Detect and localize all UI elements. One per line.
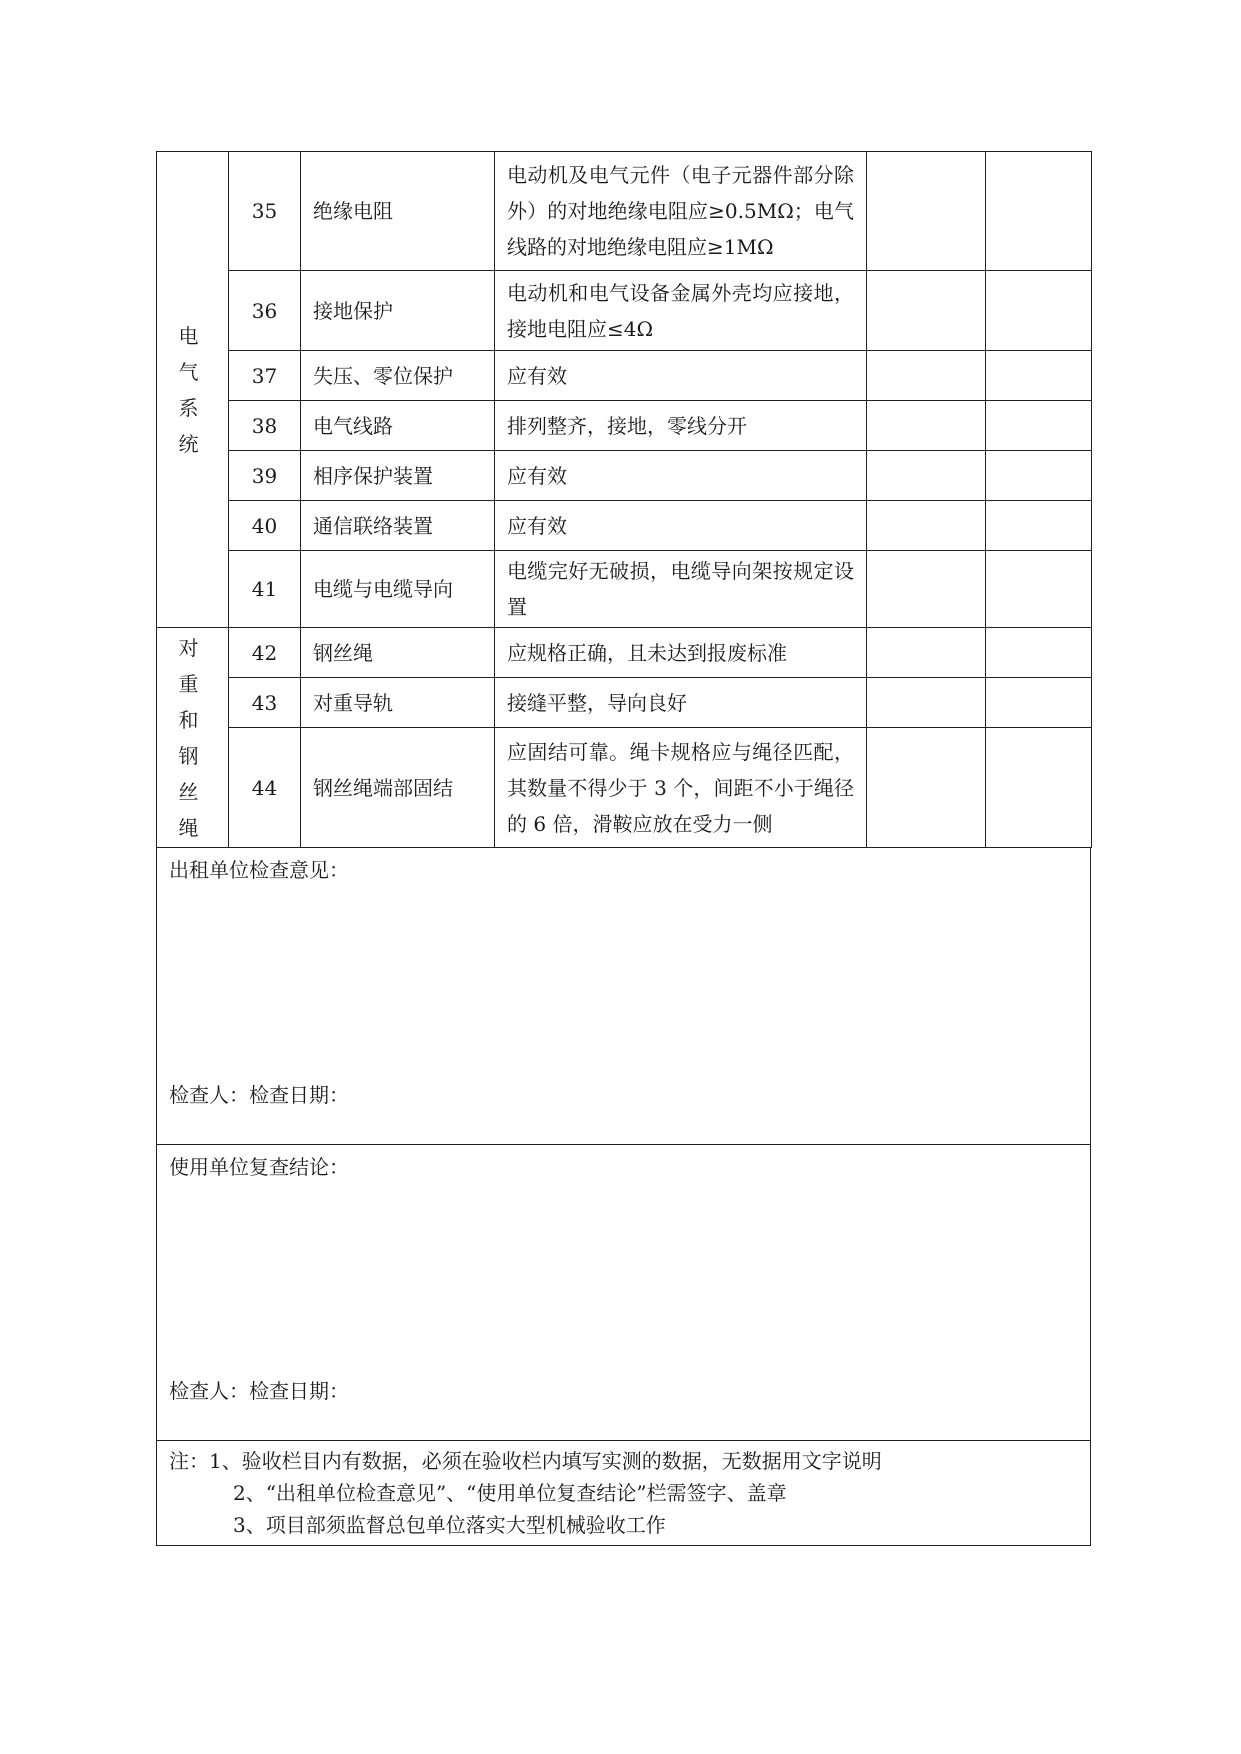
table-row bbox=[157, 152, 1092, 271]
requirement: 电缆完好无破损，电缆导向架按规定设置 bbox=[495, 551, 867, 628]
row-number: 39 bbox=[229, 451, 301, 501]
item-name: 失压、零位保护 bbox=[301, 351, 495, 401]
category-cell: 电气系统 bbox=[157, 152, 229, 628]
remark-cell[interactable] bbox=[986, 271, 1092, 351]
remark-cell[interactable] bbox=[986, 152, 1092, 271]
item-name: 钢丝绳 bbox=[301, 628, 495, 678]
result-cell[interactable] bbox=[867, 152, 986, 271]
row-number: 37 bbox=[229, 351, 301, 401]
row-number: 38 bbox=[229, 401, 301, 451]
result-cell[interactable] bbox=[867, 451, 986, 501]
user-signature-line: 检查人：检查日期： bbox=[169, 1379, 349, 1403]
requirement: 应有效 bbox=[495, 351, 867, 401]
table-row bbox=[157, 401, 1092, 451]
result-cell[interactable] bbox=[867, 551, 986, 628]
category-cell: 对重和钢丝绳 bbox=[157, 628, 229, 848]
result-cell[interactable] bbox=[867, 678, 986, 728]
item-name: 绝缘电阻 bbox=[301, 152, 495, 271]
item-name: 电气线路 bbox=[301, 401, 495, 451]
item-name: 钢丝绳端部固结 bbox=[301, 728, 495, 848]
table-row bbox=[157, 551, 1092, 628]
note-line: 2、“出租单位检查意见”、“使用单位复查结论”栏需签字、盖章 bbox=[233, 1481, 787, 1505]
remark-cell[interactable] bbox=[986, 678, 1092, 728]
result-cell[interactable] bbox=[867, 628, 986, 678]
item-name: 接地保护 bbox=[301, 271, 495, 351]
remark-cell[interactable] bbox=[986, 628, 1092, 678]
remark-cell[interactable] bbox=[986, 451, 1092, 501]
note-line: 3、项目部须监督总包单位落实大型机械验收工作 bbox=[233, 1513, 666, 1537]
result-cell[interactable] bbox=[867, 271, 986, 351]
remark-cell[interactable] bbox=[986, 351, 1092, 401]
user-conclusion-section[interactable] bbox=[156, 1145, 1091, 1441]
row-number: 36 bbox=[229, 271, 301, 351]
result-cell[interactable] bbox=[867, 728, 986, 848]
result-cell[interactable] bbox=[867, 351, 986, 401]
requirement: 应固结可靠。绳卡规格应与绳径匹配，其数量不得少于 3 个，间距不小于绳径的 6 倍，滑鞍应放在受力一侧 bbox=[495, 728, 867, 848]
row-number: 43 bbox=[229, 678, 301, 728]
lessor-opinion-section[interactable] bbox=[156, 848, 1091, 1145]
notes-section bbox=[156, 1441, 1091, 1546]
requirement: 应有效 bbox=[495, 501, 867, 551]
remark-cell[interactable] bbox=[986, 728, 1092, 848]
table-row bbox=[157, 271, 1092, 351]
row-number: 35 bbox=[229, 152, 301, 271]
remark-cell[interactable] bbox=[986, 401, 1092, 451]
lessor-opinion-label: 出租单位检查意见： bbox=[169, 858, 349, 882]
requirement: 电动机和电气设备金属外壳均应接地，接地电阻应≤4Ω bbox=[495, 271, 867, 351]
item-name: 对重导轨 bbox=[301, 678, 495, 728]
requirement: 接缝平整，导向良好 bbox=[495, 678, 867, 728]
row-number: 41 bbox=[229, 551, 301, 628]
requirement: 排列整齐，接地，零线分开 bbox=[495, 401, 867, 451]
table-row bbox=[157, 451, 1092, 501]
inspection-form bbox=[156, 151, 1091, 1546]
table-row bbox=[157, 728, 1092, 848]
result-cell[interactable] bbox=[867, 401, 986, 451]
result-cell[interactable] bbox=[867, 501, 986, 551]
row-number: 42 bbox=[229, 628, 301, 678]
item-name: 通信联络装置 bbox=[301, 501, 495, 551]
row-number: 44 bbox=[229, 728, 301, 848]
table-row bbox=[157, 678, 1092, 728]
requirement: 应有效 bbox=[495, 451, 867, 501]
requirement: 电动机及电气元件（电子元器件部分除外）的对地绝缘电阻应≥0.5MΩ；电气线路的对地绝缘电阻应≥1MΩ bbox=[495, 152, 867, 271]
item-name: 相序保护装置 bbox=[301, 451, 495, 501]
requirement: 应规格正确，且未达到报废标准 bbox=[495, 628, 867, 678]
user-conclusion-label: 使用单位复查结论： bbox=[169, 1155, 349, 1179]
table-row bbox=[157, 351, 1092, 401]
inspection-table bbox=[156, 151, 1092, 848]
remark-cell[interactable] bbox=[986, 501, 1092, 551]
lessor-signature-line: 检查人：检查日期： bbox=[169, 1083, 349, 1107]
row-number: 40 bbox=[229, 501, 301, 551]
remark-cell[interactable] bbox=[986, 551, 1092, 628]
table-row bbox=[157, 628, 1092, 678]
item-name: 电缆与电缆导向 bbox=[301, 551, 495, 628]
table-row bbox=[157, 501, 1092, 551]
note-line: 注：1、验收栏目内有数据，必须在验收栏内填写实测的数据，无数据用文字说明 bbox=[169, 1449, 882, 1473]
